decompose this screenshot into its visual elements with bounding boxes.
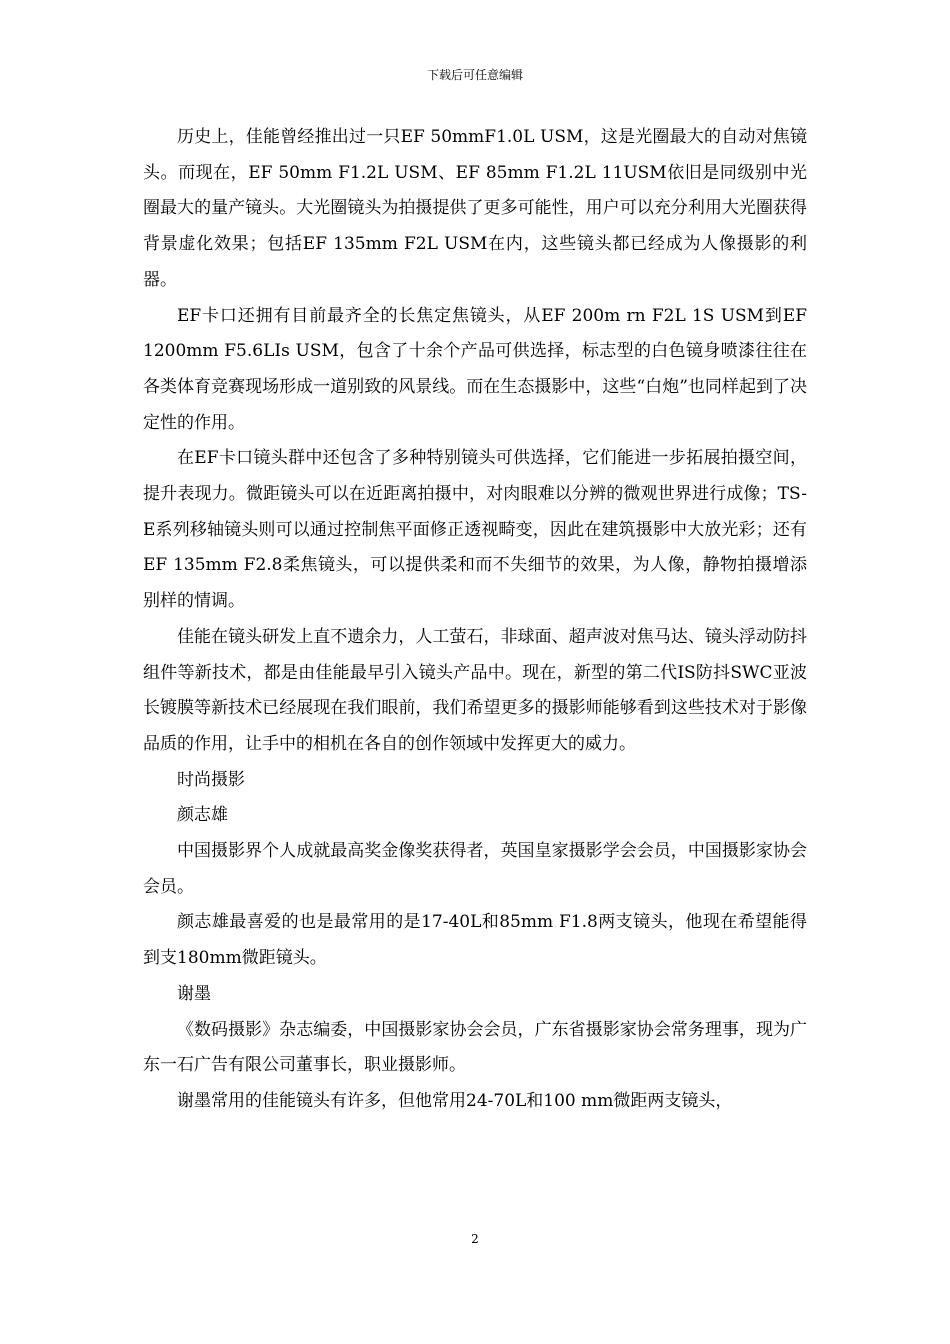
paragraph-technology: 佳能在镜头研发上直不遗余力，人工萤石，非球面、超声波对焦马达、镜头浮动防抖组件等新技术，都是由佳能最早引入镜头产品中。现在，新型的第二代IS防抖SWC亚波长镀膜等新技术已经展现在我们眼前，我们希望更多的摄影师能够看到这些技术对于影像品质的作用，让手中的相机在各自的创作领域中发挥更大的威力。 [143,626,807,754]
paragraph-special-lenses: 在EF卡口镜头群中还包含了多种特别镜头可供选择，它们能进一步拓展拍摄空间，提升表现力。微距镜头可以在近距离拍摄中，对肉眼难以分辨的微观世界进行成像；TS-E系列移轴镜头则可以通过控制焦平面修正透视畸变，因此在建筑摄影中大放光彩；还有EF 135mm F2.8柔焦镜头，可以提供柔和而不失细节的效果，为人像，静物拍摄增添别样的情调。 [143,448,807,612]
paragraph-xie-lenses: 谢墨常用的佳能镜头有许多，但他常用24-70L和100 mm微距两支镜头， [177,1090,733,1111]
page-header: 下载后可任意编辑 [426,68,523,82]
section-heading-fashion: 时尚摄影 [177,769,245,790]
paragraph-yan-lenses: 颜志雄最喜爱的也是最常用的是17-40L和85mm F1.8两支镜头，他现在希望能得到支180mm微距镜头。 [143,912,807,969]
document-body [143,120,807,1120]
person-name-xie: 谢墨 [177,983,211,1004]
page-number: 2 [471,1232,479,1246]
paragraph-xie-bio: 《数码摄影》杂志编委，中国摄影家协会会员，广东省摄影家协会常务理事，现为广东一石广告有限公司董事长，职业摄影师。 [143,1019,807,1076]
paragraph-telephoto: EF卡口还拥有目前最齐全的长焦定焦镜头，从EF 200m rn F2L 1S USM到EF 1200mm F5.6LIs USM，包含了十余个产品可供选择，标志型的白色镜身喷漆往往在各类体育竞赛现场形成一道别致的风景线。而在生态摄影中，这些“白炮”也同样起到了决定性的作用。 [143,305,807,433]
paragraph-lens-history: 历史上，佳能曾经推出过一只EF 50mmF1.0L USM，这是光圈最大的自动对焦镜头。而现在，EF 50mm F1.2L USM、EF 85mm F1.2L 11USM依旧是同级别中光圈最大的量产镜头。大光圈镜头为拍摄提供了更多可能性，用户可以充分利用大光圈获得背景虚化效果；包括EF 135mm F2L USM在内，这些镜头都已经成为人像摄影的利器。 [143,127,807,290]
paragraph-yan-bio: 中国摄影界个人成就最高奖金像奖获得者，英国皇家摄影学会会员，中国摄影家协会会员。 [143,841,807,897]
person-name-yan: 颜志雄 [177,805,228,826]
